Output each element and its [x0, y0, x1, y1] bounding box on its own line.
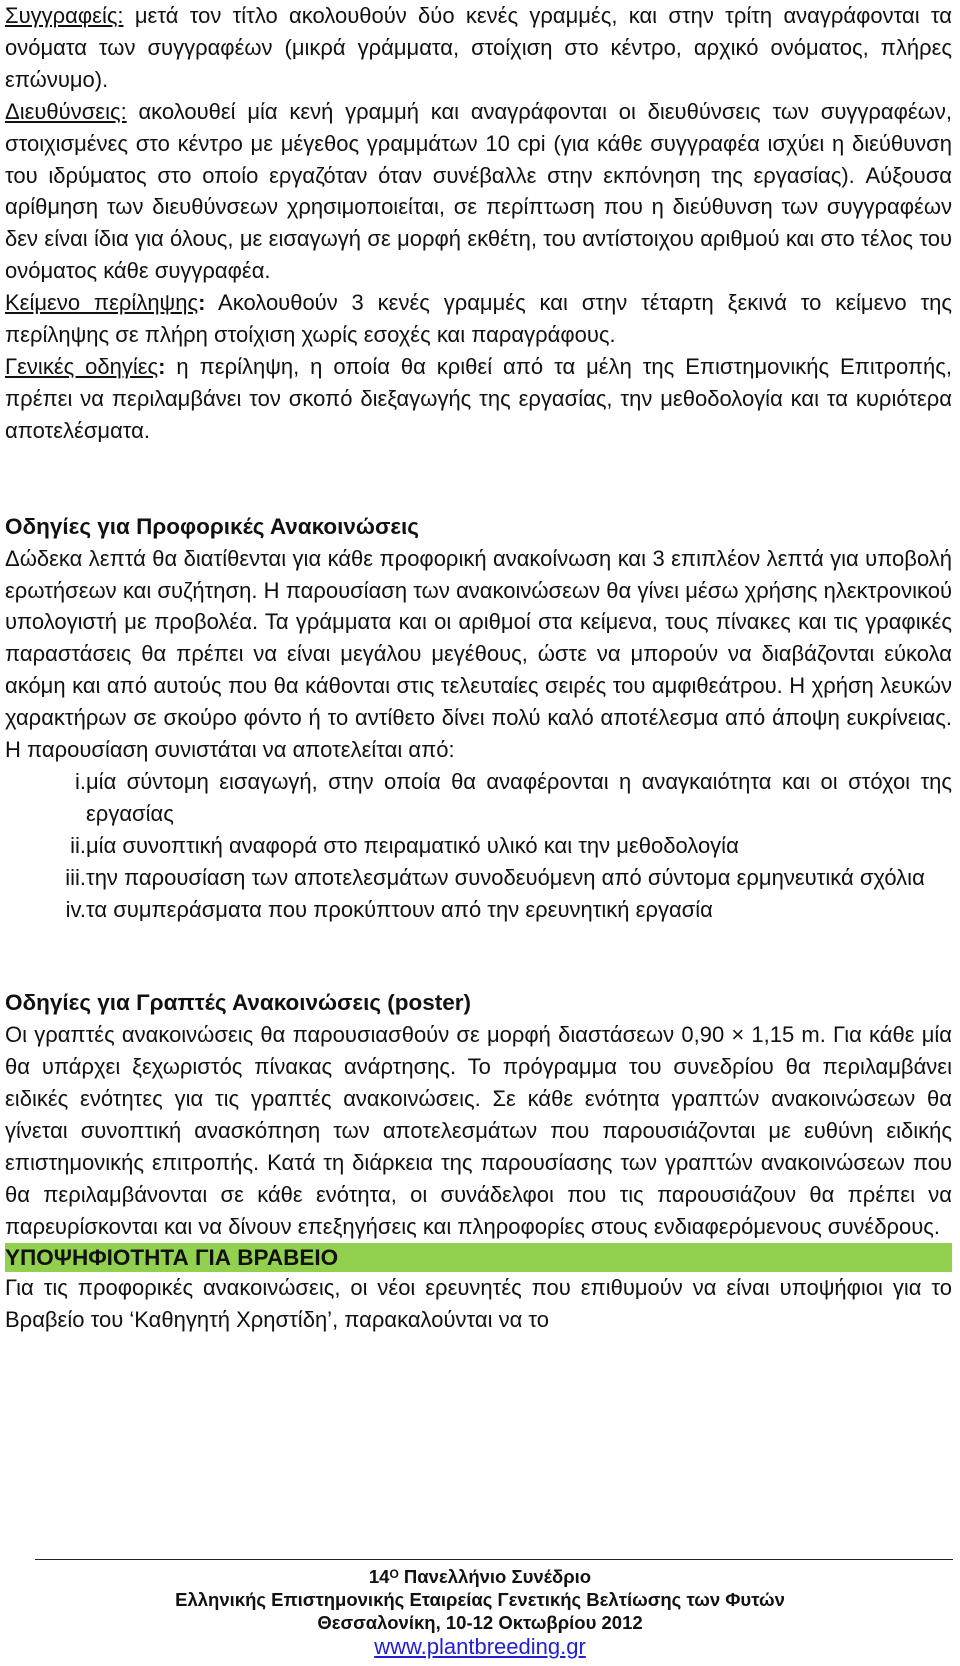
general-text: η περίληψη, η οποία θα κριθεί από τα μέλη της Επιστημονικής Επιτροπής, πρέπει να περιλαμβάνει τον σκοπό διεξαγωγής της εργασίας, την μεθοδολογία και τα κυριότερα αποτελέσματα. [5, 353, 952, 443]
footer-location-date: Θεσσαλονίκη, 10-12 Οκτωβρίου 2012 [317, 1612, 643, 1633]
website-link[interactable]: www.plantbreeding.gr [374, 1634, 586, 1659]
footer-link-row [0, 1635, 960, 1659]
list-item-text: μία σύντομη εισαγωγή, στην οποία θα αναφέρονται η αναγκαιότητα και οι στόχοι της εργασίας [86, 768, 952, 826]
summary-label: Κείμενο περίληψης [5, 290, 199, 316]
list-item-number: ii. [70, 832, 86, 858]
list-item-number-box [5, 862, 86, 894]
authors-text: μετά τον τίτλο ακολουθούν δύο κενές γραμμές, και στην τρίτη αναγράφονται τα ονόματα των συγγραφέων (μικρά γράμματα, στοίχιση στο κέντρο, αρχικό ονόματος, πλήρες επώνυμο). [5, 3, 952, 92]
general-paragraph [5, 351, 952, 447]
addresses-text: ακολουθεί μία κενή γραμμή και αναγράφονται οι διευθύνσεις των συγγραφέων, στοιχισμένες στο κέντρο με μέγεθος γραμμάτων 10 cpi (για κάθε συγγραφέα ισχύει η διεύθυνση του ιδρύματος στο οποίο εργαζόταν όταν συνέβαλλε στην εκπόνηση της εργασίας). Αύξουσα αρίθμηση των διευθύνσεων χρησιμοποιείται, σε περίπτωση που η διεύθυνση των συγγραφέων δεν είναι ίδια για όλους, με εισαγωγή σε μορφή εκθέτη, του αντίστοιχου αριθμού και στο τέλος του ονόματος κάθε συγγραφέα. [5, 98, 952, 284]
list-item [5, 862, 952, 894]
general-colon: : [158, 353, 166, 379]
footer-conference: Πανελλήνιο Συνέδριο [398, 1566, 592, 1587]
summary-paragraph [5, 287, 952, 351]
footer-number-sup: Ο [389, 1567, 399, 1581]
authors-label: Συγγραφείς: [5, 3, 124, 28]
list-item-number-box [5, 766, 86, 830]
list-item-number-box [5, 830, 86, 862]
oral-heading: Οδηγίες για Προφορικές Ανακοινώσεις [5, 513, 419, 539]
authors-paragraph [5, 0, 952, 96]
general-label: Γενικές οδηγίες [5, 353, 159, 379]
footer-society: Ελληνικής Επιστημονικής Εταιρείας Γενετικής Βελτίωσης των Φυτών [175, 1589, 785, 1610]
list-item-text: την παρουσίαση των αποτελεσμάτων συνοδευόμενη από σύντομα ερμηνευτικά σχόλια [86, 864, 925, 890]
poster-heading: Οδηγίες για Γραπτές Ανακοινώσεις (poster) [5, 990, 472, 1016]
oral-body: Δώδεκα λεπτά θα διατίθενται για κάθε προφορική ανακοίνωση και 3 επιπλέον λεπτά για υποβολή ερωτήσεων και συζήτηση. Η παρουσίαση των ανακοινώσεων θα γίνει μέσω χρήσης ηλεκτρονικού υπολογιστή με προβολέα. Τα γράμματα και οι αριθμοί στα κείμενα, τους πίνακες και τις γραφικές παραστάσεις θα πρέπει να είναι μεγάλου μεγέθους, ώστε να μπορούν να διαβάζονται εύκολα ακόμη και από αυτούς που θα κάθονται στις τελευταίες σειρές του αμφιθεάτρου. Η χρήση λευκών χαρακτήρων σε σκούρο φόντο ή το αντίθετο δίνει πολύ καλό αποτέλεσμα από άποψη ευκρίνειας. Η παρουσίαση συνιστάται να αποτελείται από: [5, 545, 952, 763]
summary-text: Ακολουθούν 3 κενές γραμμές και στην τέταρτη ξεκινά το κείμενο της περίληψης σε πλήρη στοίχιση χωρίς εσοχές και παραγράφους. [5, 290, 953, 348]
award-heading: ΥΠΟΨΗΦΙΟΤΗΤΑ ΓΙΑ ΒΡΑΒΕΙΟ [5, 1243, 952, 1272]
list-item [5, 766, 952, 830]
list-item-number: iv. [65, 896, 86, 922]
presentation-list [5, 766, 952, 926]
section-spacer [5, 925, 952, 987]
list-item-text: μία συνοπτική αναφορά στο πειραματικό υλικό και την μεθοδολογία [86, 832, 739, 858]
list-item [5, 830, 952, 862]
list-item-number-box [5, 894, 86, 926]
list-item [5, 894, 952, 926]
list-item-number: iii. [65, 864, 86, 890]
footer-conference-line [0, 1565, 960, 1588]
list-item-text: τα συμπεράσματα που προκύπτουν από την ερευνητική εργασία [86, 896, 713, 922]
footer-number: 14 [368, 1566, 390, 1587]
section-spacer [5, 447, 952, 511]
summary-colon: : [198, 290, 206, 316]
poster-body: Οι γραπτές ανακοινώσεις θα παρουσιασθούν σε μορφή διαστάσεων 0,90 × 1,15 m. Για κάθε μία θα υπάρχει ξεχωριστός πίνακας ανάρτησης. Το πρόγραμμα του συνεδρίου θα περιλαμβάνει ειδικές ενότητες για τις γραπτές ανακοινώσεις. Σε κάθε ενότητα γραπτών ανακοινώσεων θα γίνεται συνοπτική ανασκόπηση των αποτελεσμάτων που παρουσιάζονται με ευθύνη ειδικής επιστημονικής επιτροπής. Κατά τη διάρκεια της παρουσίασης των γραπτών ανακοινώσεων που θα περιλαμβάνονται σε κάθε ενότητα, οι συνάδελφοι που τις παρουσιάζουν θα πρέπει να παρευρίσκονται και να δίνουν επεξηγήσεις και πληροφορίες στους ενδιαφερόμενους συνέδρους. [5, 1022, 952, 1239]
footer-divider [35, 1559, 953, 1560]
award-body: Για τις προφορικές ανακοινώσεις, οι νέοι ερευνητές που επιθυμούν να είναι υποψήφιοι για το Βραβείο του ‘Καθηγητή Χρηστίδη’, παρακαλούνται να το [5, 1274, 952, 1332]
document-body [5, 0, 952, 1336]
list-item-number: i. [75, 768, 86, 794]
addresses-paragraph [5, 96, 952, 287]
addresses-label: Διευθύνσεις: [5, 98, 127, 124]
